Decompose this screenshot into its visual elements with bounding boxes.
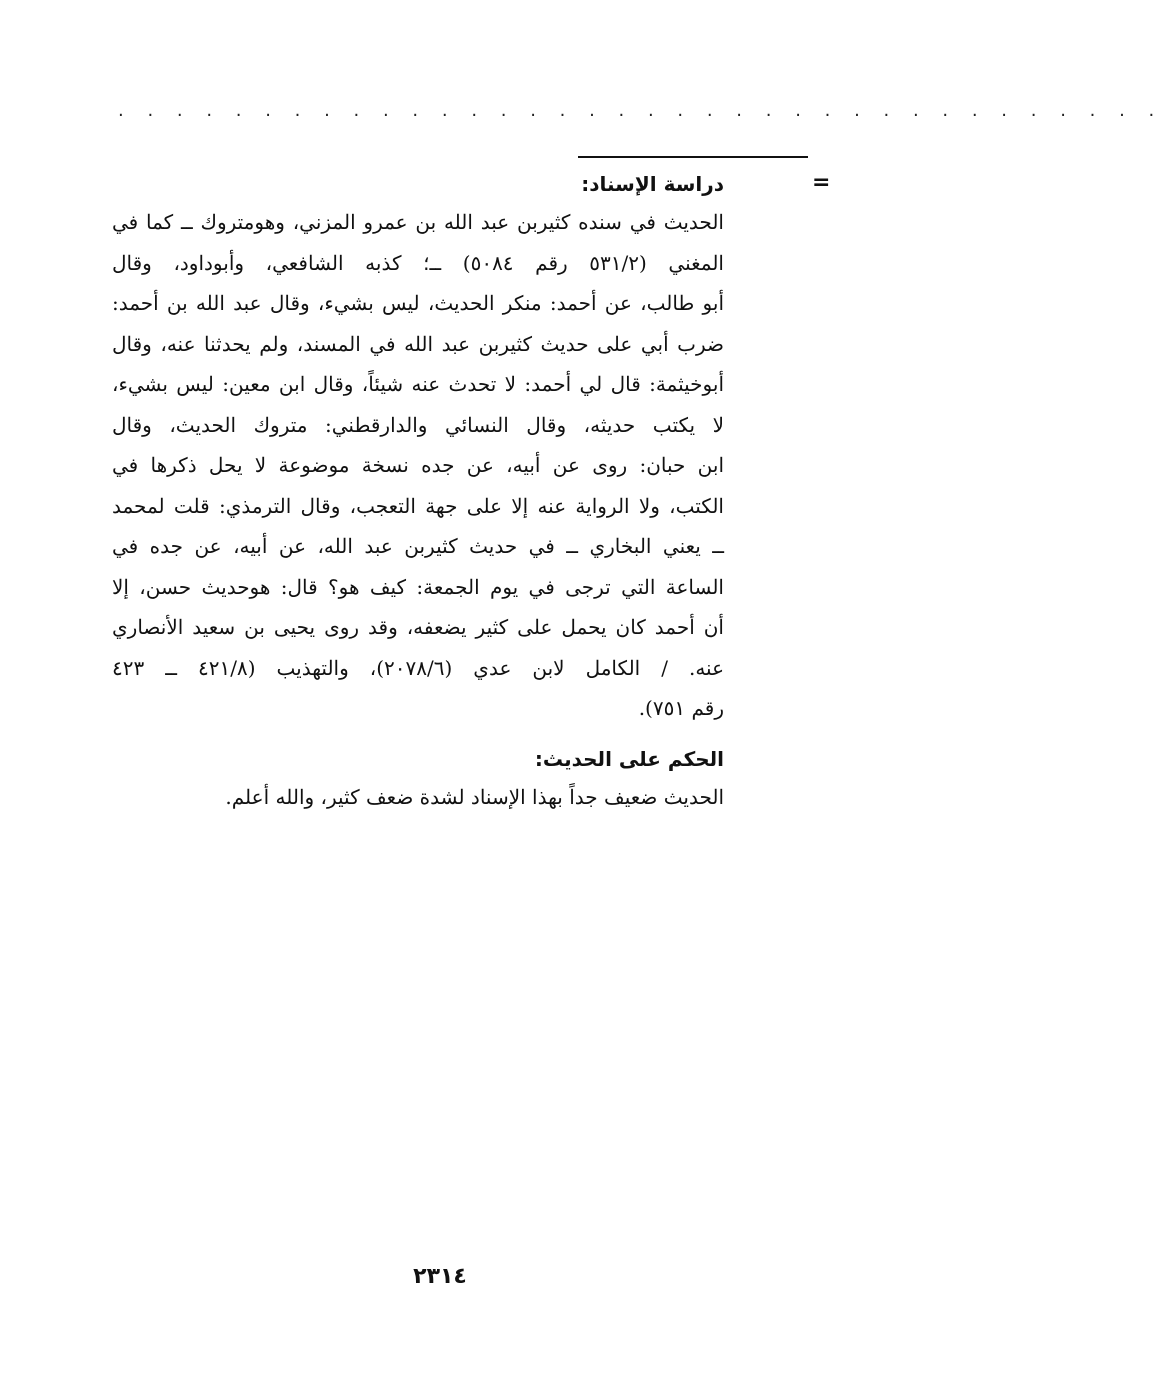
isnad-line-3: أبو طالب، عن أحمد: منكر الحديث، ليس بشيء، وقال عبد الله بن أحمد: [112,291,724,315]
isnad-line-10: الساعة التي ترجى في يوم الجمعة: كيف هو؟ قال: هوحديث حسن، إلا [112,574,724,599]
hukm-body [112,777,724,818]
margin-mark: = [812,170,831,195]
hukm-line-1: الحديث ضعيف جداً بهذا الإسناد لشدة ضعف كثير، والله أعلم. [225,784,724,809]
isnad-line-12: عنه. / الكامل لابن عدي (٢٠٧٨/٦)، والتهذيب (٤٢١/٨ ــ ٤٢٣ [112,655,725,680]
isnad-body [112,202,724,729]
isnad-heading: دراسة الإسناد: [581,172,724,196]
page-content [112,166,724,817]
footnote-rule [578,156,808,158]
isnad-line-6: لا يكتب حديثه، وقال النسائي والدارقطني: متروك الحديث، وقال [112,412,724,437]
isnad-line-4: ضرب أبي على حديث كثيربن عبد الله في المسند، ولم يحدثنا عنه، وقال [112,331,724,356]
isnad-line-8: الكتب، ولا الرواية عنه إلا على جهة التعجب، وقال الترمذي: قلت لمحمد [112,493,724,518]
separator-dots: . . . . . . . . . . . . . . . . . . . . . . . . . . . . . . . . . . . . [118,100,1163,121]
hukm-heading: الحكم على الحديث: [534,746,724,771]
isnad-line-13: رقم ٧٥١). [638,696,724,720]
isnad-line-2: المغني (٥٣١/٢ رقم ٥٠٨٤) ــ؛ كذبه الشافعي، وأبوداود، وقال [112,250,724,275]
isnad-line-5: أبوخيثمة: قال لي أحمد: لا تحدث عنه شيئاً، وقال ابن معين: ليس بشيء، [112,372,724,396]
page-number: ٢٣١٤ [413,1264,467,1289]
isnad-line-9: ــ يعني البخاري ــ في حديث كثيربن عبد الله، عن أبيه، عن جده في [112,534,724,558]
isnad-line-7: ابن حبان: روى عن أبيه، عن جده نسخة موضوعة لا يحل ذكرها في [112,453,724,477]
isnad-line-1: الحديث في سنده كثيربن عبد الله بن عمرو المزني، وهومتروك ــ كما في [112,210,724,234]
isnad-line-11: أن أحمد كان يحمل على كثير يضعفه، وقد روى يحيى بن سعيد الأنصاري [112,615,724,639]
